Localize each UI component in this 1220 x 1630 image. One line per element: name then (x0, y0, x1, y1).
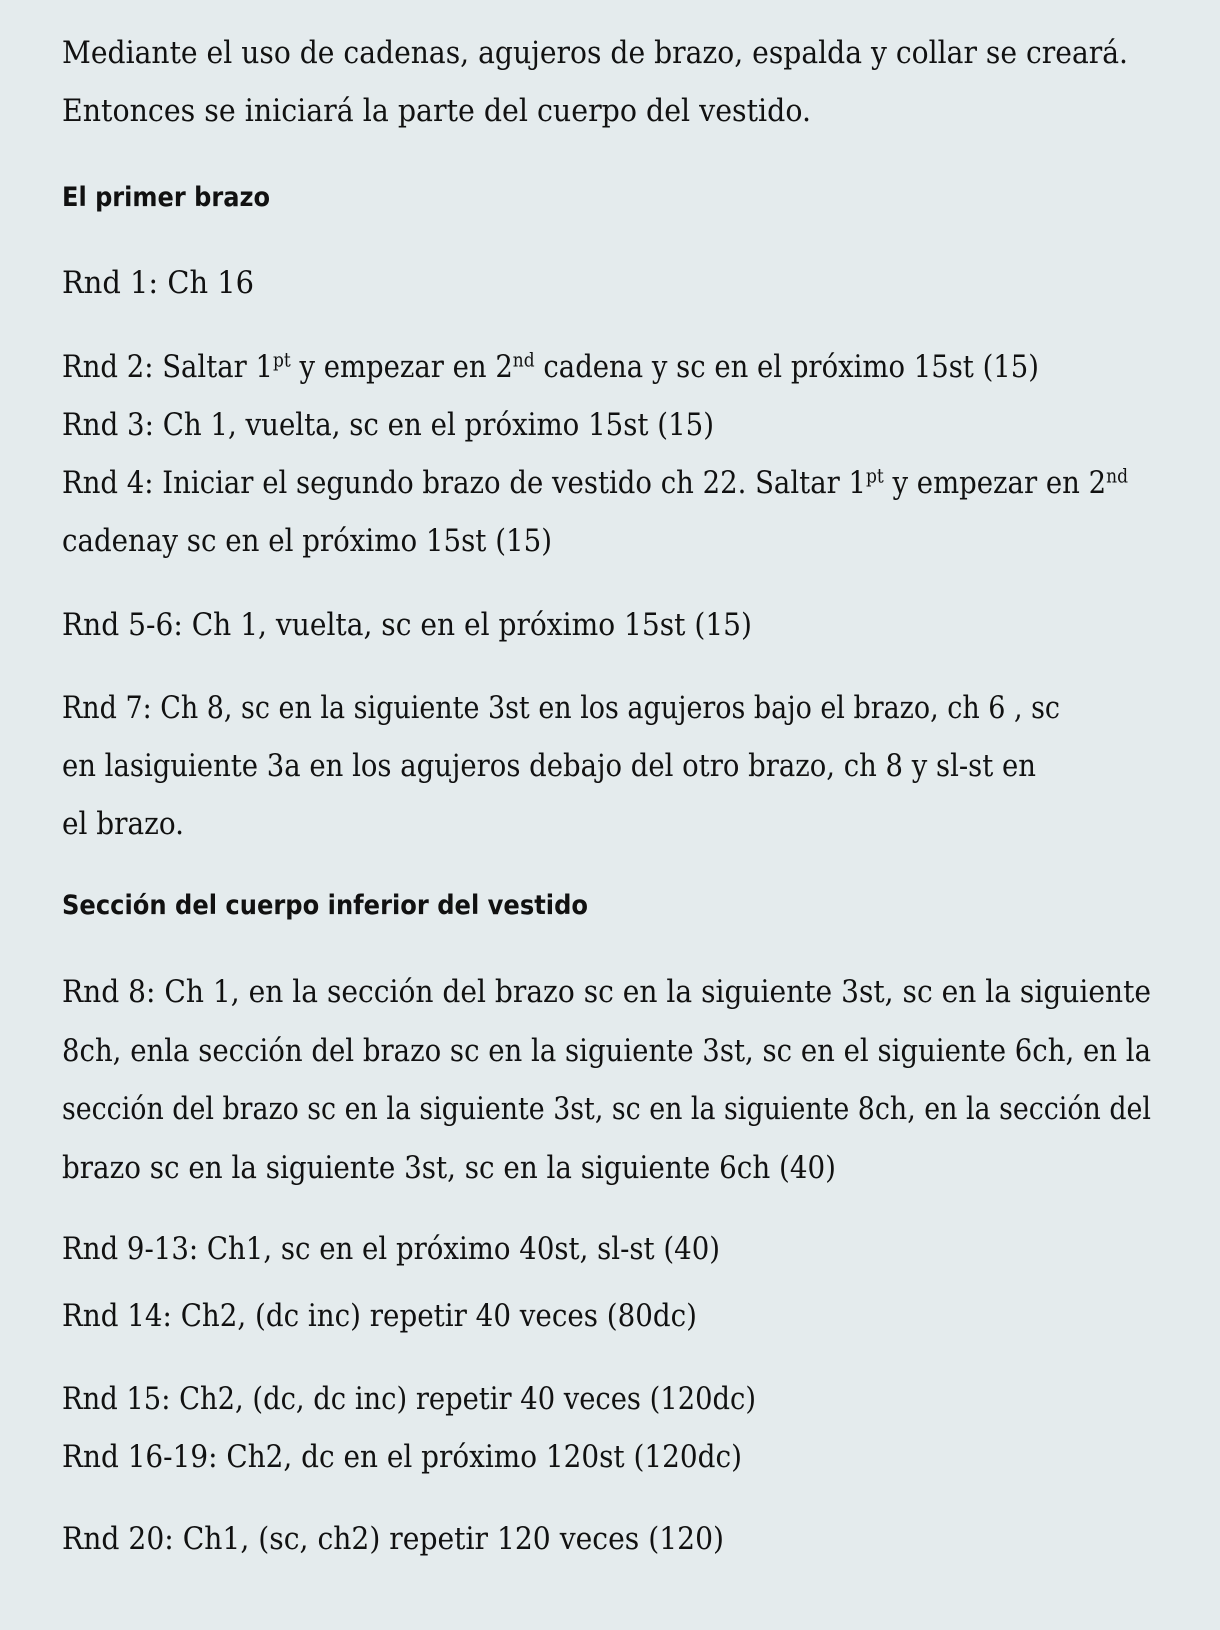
round-8-line-4: brazo sc en la siguiente 3st, sc en la siguiente 6ch (40) (62, 1150, 836, 1186)
round-4-line-2: cadenay sc en el próximo 15st (15) (62, 523, 552, 559)
round-2: Rnd 2: Saltar $1^{pt}$ y empezar en 2nd cadena y sc en el próximo 15st (15) (62, 348, 1039, 385)
round-8-line-2: 8ch, enla sección del brazo sc en la siguiente 3st, sc en el siguiente 6ch, en la (62, 1033, 1151, 1069)
round-7-line-1: Rnd 7: Ch 8, sc en la siguiente 3st en los agujeros bajo el brazo, ch 6 , sc (62, 690, 1060, 726)
round-5-6: Rnd 5-6: Ch 1, vuelta, sc en el próximo 15st (15) (62, 607, 752, 643)
intro-line-2: Entonces se iniciará la parte del cuerpo del vestido. (62, 93, 811, 129)
intro-line-1: Mediante el uso de cadenas, agujeros de brazo, espalda y collar se creará. (62, 35, 1128, 71)
round-7-line-3: el brazo. (62, 806, 184, 842)
section-heading-cuerpo-inferior: Sección del cuerpo inferior del vestido (62, 890, 588, 921)
round-20: Rnd 20: Ch1, (sc, ch2) repetir 120 veces (120) (62, 1521, 724, 1557)
round-15: Rnd 15: Ch2, (dc, dc inc) repetir 40 veces (120dc) (62, 1381, 756, 1417)
section-heading-primer-brazo: El primer brazo (62, 182, 270, 213)
round-8-line-1: Rnd 8: Ch 1, en la sección del brazo sc en la siguiente 3st, sc en la siguiente (62, 974, 1151, 1010)
round-8-line-3: sección del brazo sc en la siguiente 3st, sc en la siguiente 8ch, en la sección del (62, 1091, 1151, 1127)
round-1: Rnd 1: Ch 16 (62, 265, 254, 301)
round-4-line-1: Rnd 4: Iniciar el segundo brazo de vestido ch 22. Saltar $1^{pt}$ y empezar en 2nd (62, 464, 1128, 501)
round-9-13: Rnd 9-13: Ch1, sc en el próximo 40st, sl-st (40) (62, 1231, 720, 1267)
round-3: Rnd 3: Ch 1, vuelta, sc en el próximo 15st (15) (62, 407, 714, 443)
round-16-19: Rnd 16-19: Ch2, dc en el próximo 120st (120dc) (62, 1439, 742, 1475)
round-7-line-2: en lasiguiente 3a en los agujeros debajo del otro brazo, ch 8 y sl-st en (62, 748, 1036, 784)
round-14: Rnd 14: Ch2, (dc inc) repetir 40 veces (80dc) (62, 1298, 697, 1334)
